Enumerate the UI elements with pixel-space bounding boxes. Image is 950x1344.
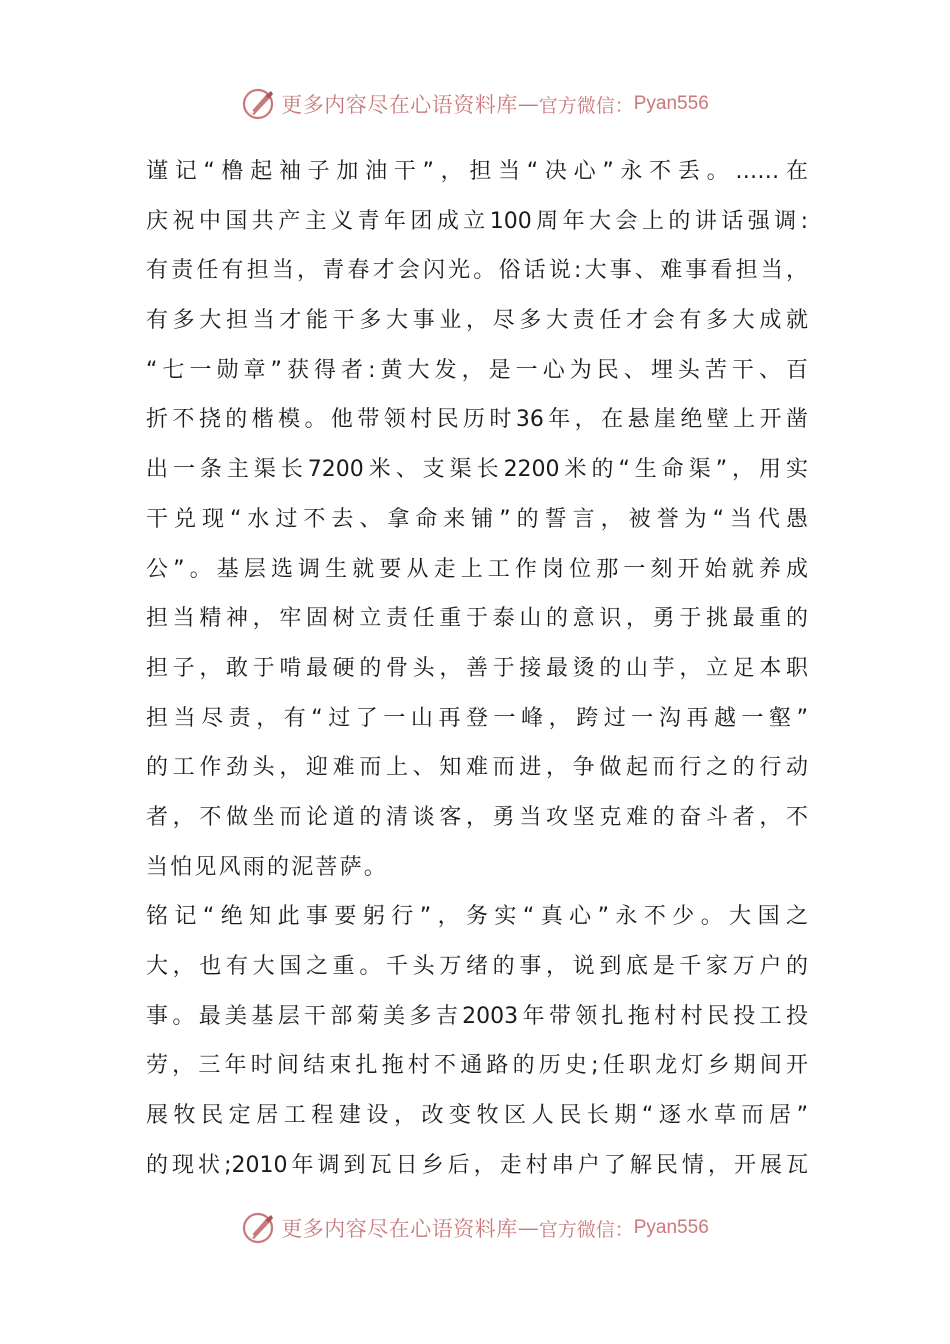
text-line: 担当精神，牢固树立责任重于泰山的意识，勇于挑最重的 bbox=[146, 606, 808, 632]
banner-slogan: 更多内容尽在心语资料库 bbox=[281, 1217, 518, 1241]
text-line: 事。最美基层干部菊美多吉2003年带领扎拖村村民投工投 bbox=[146, 1003, 808, 1029]
text-line: 铭记“绝知此事要躬行”，务实“真心”永不少。大国之 bbox=[146, 904, 808, 930]
banner-wechat-id: Pyan556 bbox=[633, 93, 709, 114]
pen-nib-logo-icon bbox=[241, 1210, 277, 1246]
text-line: 的工作劲头，迎难而上、知难而进，争做起而行之的行动 bbox=[146, 755, 808, 781]
text-line: 有责任有担当，青春才会闪光。俗话说:大事、难事看担当， bbox=[146, 258, 808, 284]
text-line: 有多大担当才能干多大事业，尽多大责任才会有多大成就 bbox=[146, 308, 808, 334]
header-banner bbox=[0, 84, 950, 124]
text-line: 折不挠的楷模。他带领村民历时36年，在悬崖绝壁上开凿 bbox=[146, 407, 808, 433]
text-line: 当怕见风雨的泥菩萨。 bbox=[146, 854, 389, 880]
pen-nib-logo-icon bbox=[241, 86, 277, 122]
banner-separator: — bbox=[517, 92, 539, 116]
banner-wechat-id: Pyan556 bbox=[633, 1217, 709, 1238]
document-body bbox=[146, 147, 808, 1190]
banner-wechat-label: 官方微信： bbox=[538, 94, 634, 117]
text-line: 者，不做坐而论道的清谈客，勇当攻坚克难的奋斗者，不 bbox=[146, 804, 808, 830]
text-line: 谨记“橹起袖子加油干”，担当“决心”永不丢。……在 bbox=[146, 159, 808, 184]
footer-banner bbox=[0, 1208, 950, 1248]
banner-separator: — bbox=[517, 1216, 539, 1240]
text-line: 劳，三年时间结束扎拖村不通路的历史;任职龙灯乡期间开 bbox=[146, 1053, 808, 1079]
text-line: 公”。基层选调生就要从走上工作岗位那一刻开始就养成 bbox=[146, 556, 808, 582]
text-line: 担子，敢于啃最硬的骨头，善于接最烫的山芋，立足本职 bbox=[146, 655, 808, 681]
text-line: 担当尽责，有“过了一山再登一峰，跨过一沟再越一壑” bbox=[146, 705, 808, 731]
text-line: 展牧民定居工程建设，改变牧区人民长期“逐水草而居” bbox=[146, 1103, 808, 1129]
banner-wechat-label: 官方微信： bbox=[538, 1218, 634, 1241]
text-line: 庆祝中国共产主义青年团成立100周年大会上的讲话强调: bbox=[146, 208, 808, 234]
text-line: 大，也有大国之重。千头万绪的事，说到底是千家万户的 bbox=[146, 954, 808, 979]
text-line: 出一条主渠长7200米、支渠长2200米的“生命渠”，用实 bbox=[146, 457, 808, 483]
text-line: “七一勋章”获得者:黄大发，是一心为民、埋头苦干、百 bbox=[146, 357, 808, 383]
banner-slogan: 更多内容尽在心语资料库 bbox=[281, 93, 518, 117]
text-line: 的现状;2010年调到瓦日乡后，走村串户了解民情，开展瓦 bbox=[146, 1152, 808, 1178]
text-line: 干兑现“水过不去、拿命来铺”的誓言，被誉为“当代愚 bbox=[146, 506, 808, 532]
